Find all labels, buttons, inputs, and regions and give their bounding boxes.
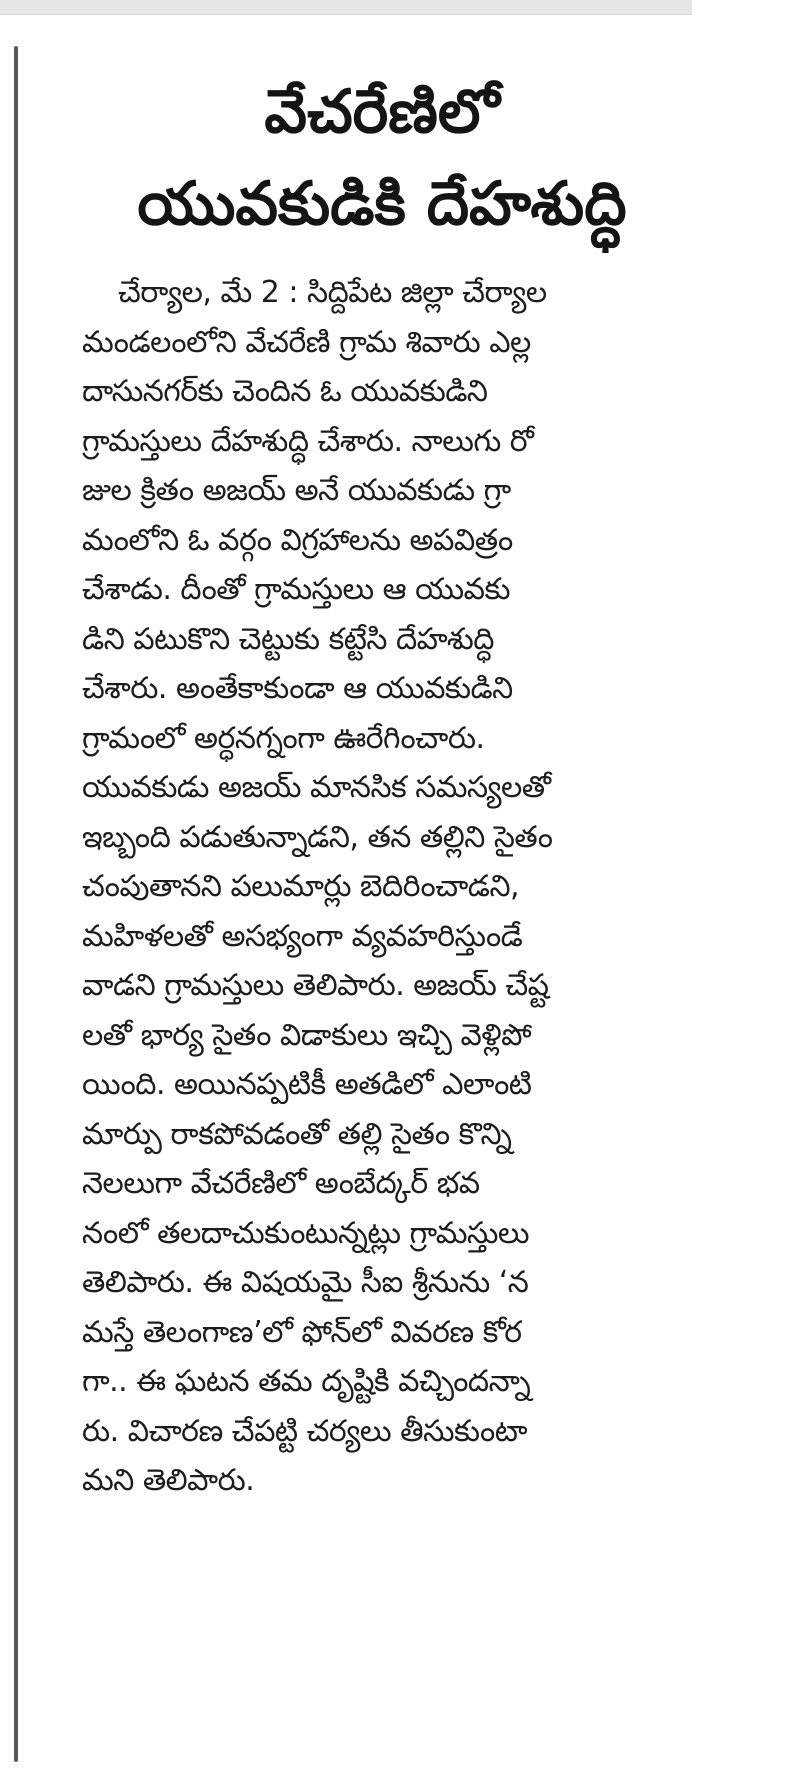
- body-line-9: చేశారు. అంతేకాకుండా ఆ యువకుడిని: [82, 671, 513, 706]
- news-article: [82, 66, 682, 1506]
- body-line-7: చేశాడు. దీంతో గ్రామస్తులు ఆ యువకు: [82, 572, 510, 607]
- body-line-14: మహిళలతో అసభ్యంగా వ్యవహరిస్తుండే: [82, 918, 523, 954]
- body-line-22: మస్తే తెలంగాణ’లో ఫోన్‌లో వివరణ కోర: [82, 1314, 522, 1350]
- headline-line-2: యువకుడికి దేహశుద్ధి: [137, 169, 627, 239]
- body-line-1: చేర్యాల, మే 2 : సిద్దిపేట జిల్లా చేర్యాల: [118, 275, 547, 310]
- body-line-3: దాసునగర్‌కు చెందిన ఓ యువకుడిని: [82, 374, 488, 409]
- body-line-4: గ్రామస్తులు దేహశుద్ధి చేశారు. నాలుగు రో: [82, 423, 534, 459]
- article-body: [82, 268, 682, 1506]
- body-line-13: చంపుతానని పలుమార్లు బెదిరించాడని,: [82, 869, 520, 904]
- body-line-15: వాడని గ్రామస్తులు తెలిపారు. అజయ్ చేష్ట: [82, 968, 549, 1003]
- body-line-19: నెలలుగా వేచరేణిలో అంబేద్కర్ భవ: [82, 1166, 480, 1201]
- body-line-11: యువకుడు అజయ్ మానసిక సమస్యలతో: [82, 770, 551, 805]
- body-line-2: మండలంలోని వేచరేణి గ్రామ శివారు ఎల్ల: [82, 324, 531, 360]
- body-line-20: నంలో తలదాచుకుంటున్నట్లు గ్రామస్తులు: [82, 1215, 530, 1251]
- body-line-5: జుల క్రితం అజయ్ అనే యువకుడు గ్రా: [82, 473, 511, 508]
- body-line-23: గా.. ఈ ఘటన తమ దృష్టికి వచ్చిందన్నా: [82, 1364, 531, 1399]
- body-line-12: ఇబ్బంది పడుతున్నాడని, తన తల్లిని సైతం: [82, 819, 553, 855]
- body-line-8: డిని పటుకొని చెట్టుకు కట్టేసి దేహశుద్ధి: [82, 621, 494, 657]
- column-divider: [14, 46, 18, 1762]
- body-line-6: మంలోని ఓ వర్గం విగ్రహాలను అపవిత్రం: [82, 522, 513, 558]
- body-line-16: లతో భార్య సైతం విడాకులు ఇచ్చి వెళ్లిపో: [82, 1017, 532, 1053]
- body-line-24: రు. విచారణ చేపట్టి చర్యలు తీసుకుంటా: [82, 1413, 528, 1449]
- body-line-17: యింది. అయినప్పటికీ అతడిలో ఎలాంటి: [82, 1067, 532, 1102]
- headline-line-1: వేచరేణిలో: [264, 77, 500, 147]
- body-line-21: తెలిపారు. ఈ విషయమై సీఐ శ్రీనును ‘న: [82, 1265, 529, 1300]
- body-line-18: మార్పు రాకపోవడంతో తల్లి సైతం కొన్ని: [82, 1116, 512, 1152]
- page-top-band: [0, 0, 692, 15]
- article-headline: [82, 66, 682, 250]
- body-line-10: గ్రామంలో అర్ధనగ్నంగా ఊరేగించారు.: [82, 720, 485, 756]
- body-line-25: మని తెలిపారు.: [82, 1463, 255, 1498]
